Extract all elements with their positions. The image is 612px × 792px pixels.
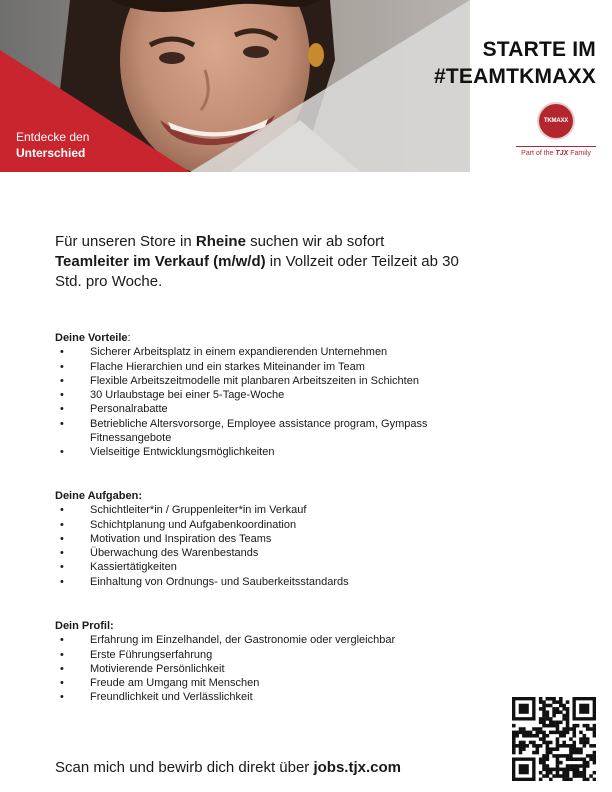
list-item: • Vielseitige Entwicklungsmöglichkeiten: [55, 445, 495, 459]
list-item: • Einhaltung von Ordnungs- und Sauberkeitsstandards: [55, 575, 495, 589]
list-item: • Sicherer Arbeitsplatz in einem expandierenden Unternehmen: [55, 345, 495, 359]
intro-paragraph: [55, 232, 475, 292]
logo-text: TKMAXX: [543, 118, 569, 124]
list-item: • 30 Urlaubstage bei einer 5-Tage-Woche: [55, 388, 495, 402]
intro-location: Rheine: [195, 233, 246, 250]
intro-text-2: suchen wir ab sofort: [245, 233, 385, 250]
list-item: • Erfahrung im Einzelhandel, der Gastronomie oder vergleichbar: [55, 633, 495, 647]
list-item: • Freude am Umgang mit Menschen: [55, 676, 495, 690]
headline-line-1: STARTE IM: [482, 38, 596, 61]
list-item: • Motivierende Persönlichkeit: [55, 662, 495, 676]
logo-divider: [516, 146, 596, 147]
tjx-family-tagline: [516, 150, 596, 157]
family-suffix: Family: [570, 150, 591, 157]
header-banner: [0, 0, 612, 172]
intro-text-1: Für unseren Store in: [55, 233, 196, 250]
section-title-vorteile: [55, 331, 495, 345]
profil-list: [55, 633, 495, 704]
list-item: • Erste Führungserfahrung: [55, 648, 495, 662]
section-title-profil: Dein Profil:: [55, 620, 114, 632]
jobs-link[interactable]: jobs.tjx.com: [313, 759, 401, 776]
list-item: • Betriebliche Altersvorsorge, Employee assistance program, Gympass Fitnessangebote: [55, 417, 495, 446]
cta-text: Scan mich und bewirb dich direkt über: [55, 759, 314, 776]
list-item: • Kassiertätigkeiten: [55, 560, 495, 574]
section-title-aufgaben: Deine Aufgaben:: [55, 490, 142, 502]
vorteile-title-colon: :: [127, 332, 131, 344]
brand-logo-block: [516, 104, 596, 157]
intro-text-3: in Vollzeit oder Teilzeit ab 30 Std. pro Woche.: [55, 253, 459, 290]
list-item: • Flexible Arbeitszeitmodelle mit planbaren Arbeitszeiten in Schichten: [55, 374, 495, 388]
list-item: • Flache Hierarchien und ein starkes Miteinander im Team: [55, 360, 495, 374]
headline-line-2: #TEAMTKMAXX: [433, 65, 596, 88]
list-item: • Schichtplanung und Aufgabenkoordination: [55, 518, 495, 532]
tkmaxx-logo-icon: [539, 104, 573, 138]
headline: [434, 36, 596, 90]
slogan: [16, 129, 89, 161]
intro-position: Teamleiter im Verkauf (m/w/d): [55, 253, 266, 270]
list-item: • Motivation und Inspiration des Teams: [55, 532, 495, 546]
list-item: • Schichtleiter*in / Gruppenleiter*in im Verkauf: [55, 503, 495, 517]
aufgaben-list: [55, 503, 495, 589]
slogan-line-1: Entdecke den: [16, 130, 90, 144]
call-to-action: [55, 759, 401, 776]
vorteile-list: [55, 345, 495, 459]
qr-code-icon[interactable]: [512, 697, 596, 781]
section-vorteile: [55, 331, 495, 460]
family-prefix: Part of the: [521, 150, 554, 157]
list-item: • Personalrabatte: [55, 402, 495, 416]
list-item: • Freundlichkeit und Verlässlichkeit: [55, 690, 495, 704]
list-item: • Überwachung des Warenbestands: [55, 546, 495, 560]
slogan-line-2: Unterschied: [16, 146, 86, 160]
section-aufgaben: [55, 489, 495, 589]
vorteile-title-text: Deine Vorteile: [55, 332, 128, 344]
family-brand: TJX: [555, 150, 569, 157]
section-profil: [55, 619, 495, 705]
